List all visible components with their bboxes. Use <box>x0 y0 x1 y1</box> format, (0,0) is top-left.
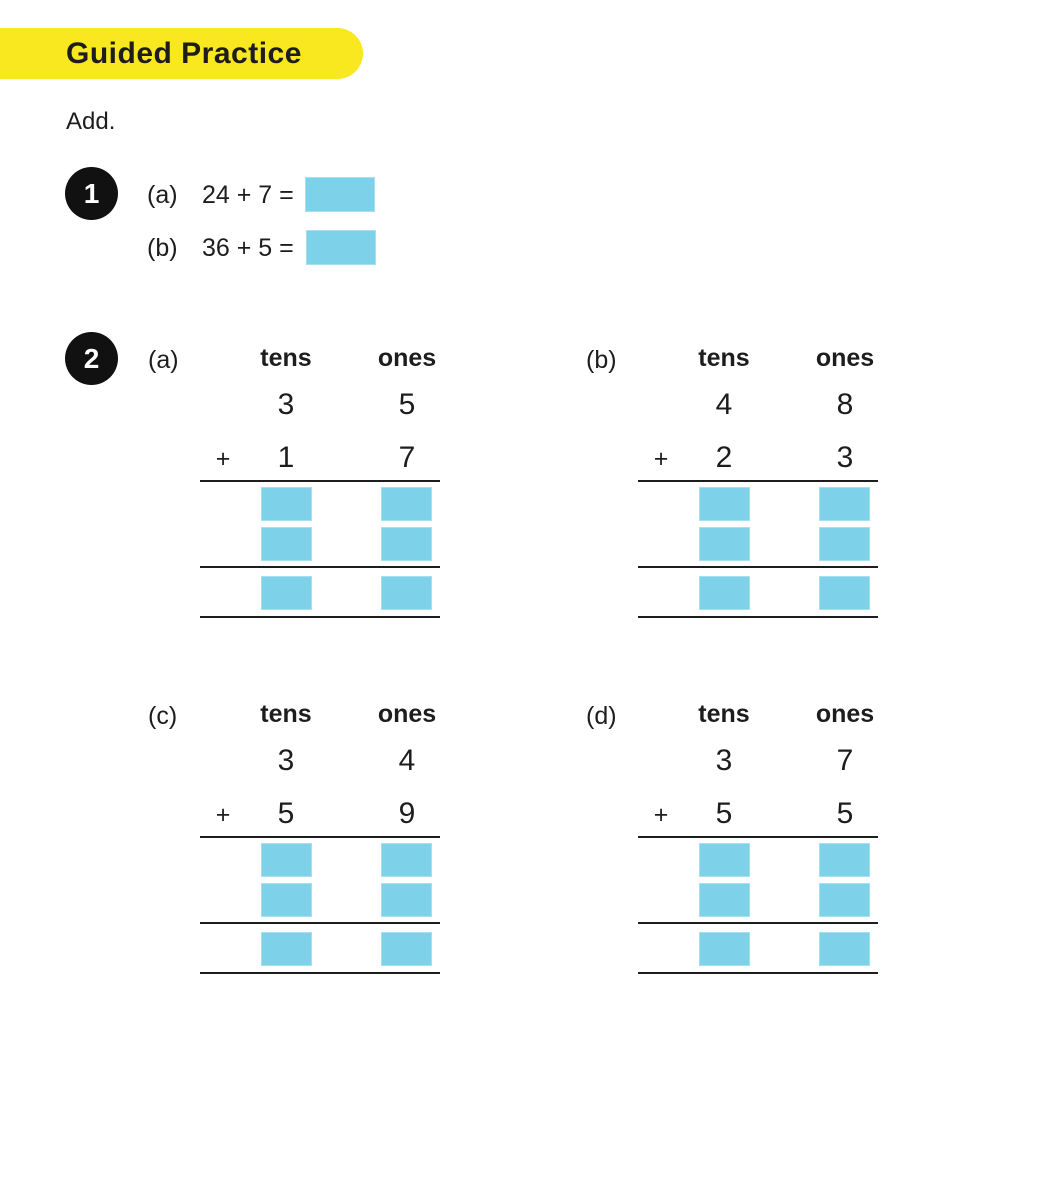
addition-widget-c <box>148 700 440 980</box>
addend1-ones-digit: 5 <box>398 388 416 421</box>
addition-widget-d <box>586 700 878 980</box>
sum-rule-line <box>638 566 878 568</box>
addend2-tens-digit: 5 <box>277 797 295 830</box>
addition-widget-b <box>586 344 878 624</box>
answer-box-ones-partial1[interactable] <box>819 843 870 877</box>
answer-box-ones-sum[interactable] <box>381 932 432 966</box>
addition-rule-line <box>200 480 440 482</box>
column-addition-table-c <box>200 700 440 980</box>
answer-box-tens-sum[interactable] <box>261 576 312 610</box>
bottom-rule-line <box>638 972 878 974</box>
addend1-tens-digit: 3 <box>715 744 733 777</box>
part-d-label: (d) <box>586 702 617 730</box>
addend2-tens-digit: 5 <box>715 797 733 830</box>
section-title: Guided Practice <box>66 36 302 70</box>
answer-box-ones-sum[interactable] <box>819 932 870 966</box>
addend1-ones-digit: 8 <box>836 388 854 421</box>
problem1a-answer-box[interactable] <box>305 177 375 212</box>
addend2-tens-digit: 2 <box>715 441 733 474</box>
answer-box-tens-partial1[interactable] <box>699 843 750 877</box>
addend1-ones-digit: 4 <box>398 744 416 777</box>
addend1-tens-digit: 3 <box>277 388 295 421</box>
ones-header: ones <box>815 344 875 372</box>
instruction-text: Add. <box>66 108 116 135</box>
answer-box-ones-partial1[interactable] <box>381 843 432 877</box>
answer-box-tens-partial1[interactable] <box>261 487 312 521</box>
addend1-tens-digit: 4 <box>715 388 733 421</box>
ones-header: ones <box>377 344 437 372</box>
addend1-tens-digit: 3 <box>277 744 295 777</box>
answer-box-ones-partial2[interactable] <box>819 527 870 561</box>
plus-sign: + <box>215 445 231 473</box>
addend2-ones-digit: 5 <box>836 797 854 830</box>
problem2-number-badge: 2 <box>65 332 118 385</box>
problem1-number-badge: 1 <box>65 167 118 220</box>
bottom-rule-line <box>638 616 878 618</box>
problem1b-label: (b) <box>147 234 178 262</box>
answer-box-tens-partial2[interactable] <box>261 883 312 917</box>
tens-header: tens <box>698 700 750 728</box>
addend2-ones-digit: 7 <box>398 441 416 474</box>
answer-box-tens-partial1[interactable] <box>699 487 750 521</box>
answer-box-tens-sum[interactable] <box>261 932 312 966</box>
answer-box-tens-partial2[interactable] <box>699 527 750 561</box>
addend1-ones-digit: 7 <box>836 744 854 777</box>
problem1a-expression: 24 + 7 = <box>202 181 294 209</box>
plus-sign: + <box>653 801 669 829</box>
ones-header: ones <box>815 700 875 728</box>
part-c-label: (c) <box>148 702 178 730</box>
addend2-ones-digit: 9 <box>398 797 416 830</box>
sum-rule-line <box>200 922 440 924</box>
addition-rule-line <box>638 836 878 838</box>
answer-box-ones-partial1[interactable] <box>819 487 870 521</box>
sum-rule-line <box>638 922 878 924</box>
answer-box-tens-sum[interactable] <box>699 576 750 610</box>
answer-box-ones-sum[interactable] <box>819 576 870 610</box>
problem1b-answer-box[interactable] <box>306 230 376 265</box>
addend2-ones-digit: 3 <box>836 441 854 474</box>
bottom-rule-line <box>200 972 440 974</box>
answer-box-ones-partial1[interactable] <box>381 487 432 521</box>
column-addition-table-d <box>638 700 878 980</box>
sum-rule-line <box>200 566 440 568</box>
part-b-label: (b) <box>586 346 617 374</box>
tens-header: tens <box>698 344 750 372</box>
addition-rule-line <box>200 836 440 838</box>
column-addition-table-b <box>638 344 878 624</box>
problem1a-label: (a) <box>147 181 178 209</box>
tens-header: tens <box>260 700 312 728</box>
answer-box-ones-partial2[interactable] <box>381 883 432 917</box>
answer-box-tens-partial2[interactable] <box>699 883 750 917</box>
answer-box-tens-sum[interactable] <box>699 932 750 966</box>
section-header-pill <box>0 28 363 79</box>
answer-box-ones-partial2[interactable] <box>381 527 432 561</box>
bottom-rule-line <box>200 616 440 618</box>
part-a-label: (a) <box>148 346 179 374</box>
addition-rule-line <box>638 480 878 482</box>
answer-box-tens-partial1[interactable] <box>261 843 312 877</box>
answer-box-ones-sum[interactable] <box>381 576 432 610</box>
addition-widget-a <box>148 344 440 624</box>
tens-header: tens <box>260 344 312 372</box>
problem1b-expression: 36 + 5 = <box>202 234 294 262</box>
addend2-tens-digit: 1 <box>277 441 295 474</box>
answer-box-tens-partial2[interactable] <box>261 527 312 561</box>
plus-sign: + <box>653 445 669 473</box>
column-addition-table-a <box>200 344 440 624</box>
answer-box-ones-partial2[interactable] <box>819 883 870 917</box>
plus-sign: + <box>215 801 231 829</box>
ones-header: ones <box>377 700 437 728</box>
